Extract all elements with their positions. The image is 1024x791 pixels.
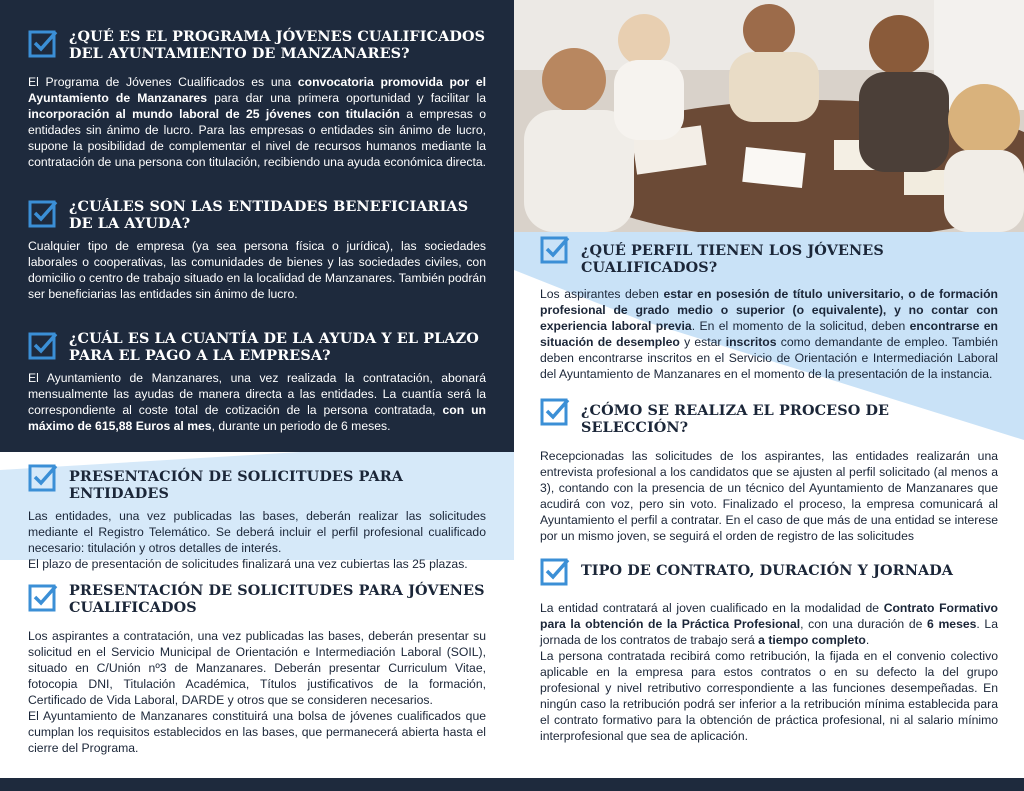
section-text: El Programa de Jóvenes Cualificados es una convocatoria promovida por el Ayuntamiento de Manzanares para dar una primera oportunidad y facilitar la incorporación al mundo laboral de 25 jóvenes con titulación a empresas o entidades sin ánimo de lucro. Para las empresas o entidades sin ánimo de lucro, supone la posibilidad de complementar el nivel de recursos humanos mediante la contratación de una persona con titulación, recibiendo una ayuda económica directa. (28, 75, 487, 169)
checkbox-icon (540, 234, 570, 264)
checkbox-icon (540, 396, 570, 426)
students-photo (514, 0, 1024, 232)
section-entidades-beneficiarias (28, 198, 486, 302)
section-tipo-contrato (540, 556, 998, 744)
checkbox-icon (28, 198, 58, 228)
section-text: Las entidades, una vez publicadas las bases, deberán realizar las solicitudes mediante el Registro Telemático. Se deberá incluir el perfil profesional cualificado necesario: titulación y otros detalles de interés. El plazo de presentación de solicitudes finalizará una vez cubiertas las 25 plazas. (28, 509, 486, 571)
section-title: ¿QUÉ PERFIL TIENEN LOS JÓVENES CUALIFICADOS? (581, 242, 884, 276)
section-title: PRESENTACIÓN DE SOLICITUDES PARA JÓVENES CUALIFICADOS (69, 582, 485, 616)
checkbox-icon (28, 462, 58, 492)
section-que-es (28, 28, 486, 170)
checkbox-icon (28, 330, 58, 360)
section-title: ¿CUÁLES SON LAS ENTIDADES BENEFICIARIAS DE LA AYUDA? (69, 198, 469, 232)
checkbox-icon (28, 582, 58, 612)
section-text: Los aspirantes deben estar en posesión de título universitario, o de formación profesional de grado medio o superior (o equivalente), y no contar con experiencia laboral previa. En el momento de la solicitud, deben encontrarse en situación de desempleo y estar inscritos como demandante de empleo. También deben encontrarse inscritos en el Servicio de Orientación e Intermediación Laboral del Ayuntamiento de Manzanares en el momento de la presentación de la instancia. (540, 287, 998, 381)
section-title: ¿CUÁL ES LA CUANTÍA DE LA AYUDA Y EL PLAZO PARA EL PAGO A LA EMPRESA? (69, 330, 479, 364)
section-solicitudes-entidades (28, 462, 486, 572)
section-text: Cualquier tipo de empresa (ya sea persona física o jurídica), las sociedades laborales o cooperativas, las comunidades de bienes y las sociedades civiles, con domicilio o centro de trabajo situado en la localidad de Manzanares. También podrán ser beneficiarias las entidades sin ánimo de lucro. (28, 239, 486, 301)
section-text: Recepcionadas las solicitudes de los aspirantes, las entidades realizarán una entrevista profesional a los candidatos que se ajusten al perfil solicitado (al menos a 3), contando con la presencia de un técnico del Ayuntamiento de Manzanares que acudirá con voz, pero sin voto. Finalizado el proceso, la empresa comunicará al Ayuntamiento el perfil a contratar. En el caso de que más de una entidad se interese por un mismo joven, se seguirá el orden de registro de las solicitudes (540, 449, 998, 543)
section-solicitudes-jovenes (28, 582, 486, 756)
section-title: PRESENTACIÓN DE SOLICITUDES PARA ENTIDADES (69, 468, 404, 502)
footer-bar (0, 778, 1024, 791)
section-cuantia (28, 330, 486, 434)
section-text: Los aspirantes a contratación, una vez publicadas las bases, deberán presentar su solicitud en el Servicio Municipal de Orientación e Intermediación Laboral (SOIL), situado en C/Unión nº3 de Manzanares. Deberán presentar Curriculum Vitae, fotocopia DNI, Titulación Académica, Títulos justificativos de la formación, Certificado de Vida Laboral, DARDE y otros que se consideren necesarios. El Ayuntamiento de Manzanares constituirá una bolsa de jóvenes cualificados que cumplan los requisitos establecidos en las bases, que permanecerá abierta hasta el cierre del Programa. (28, 629, 486, 755)
section-title: ¿QUÉ ES EL PROGRAMA JÓVENES CUALIFICADOS DEL AYUNTAMIENTO DE MANZANARES? (69, 28, 486, 62)
section-proceso-seleccion (540, 396, 998, 544)
section-title: ¿CÓMO SE REALIZA EL PROCESO DE SELECCIÓN? (581, 402, 890, 436)
checkbox-icon (540, 556, 570, 586)
section-text: El Ayuntamiento de Manzanares, una vez realizada la contratación, abonará mensualmente las ayudas de manera directa a las entidades. La cuantía será la correspondiente al coste total de cotización de la persona contratada, con un máximo de 615,88 Euros al mes, durante un periodo de 6 meses. (28, 371, 486, 433)
section-text: La entidad contratará al joven cualificado en la modalidad de Contrato Formativo para la obtención de la Práctica Profesional, con una duración de 6 meses. La jornada de los contratos de trabajo será a tiempo completo. La persona contratada recibirá como retribución, la fijada en el convenio colectivo aplicable en la empresa para estos contratos o en su defecto la del grupo profesional y nivel retributivo correspondiente a las funciones desempeñadas. En ningún caso la retribución podrá ser inferior a la retribución mínima establecida para el contrato formativo para la obtención de práctica profesional, ni al salario mínimo interprofesional que sea de aplicación. (540, 601, 998, 743)
checkbox-icon (28, 28, 58, 58)
section-perfil-jovenes (540, 234, 998, 382)
section-title: TIPO DE CONTRATO, DURACIÓN Y JORNADA (581, 562, 954, 579)
